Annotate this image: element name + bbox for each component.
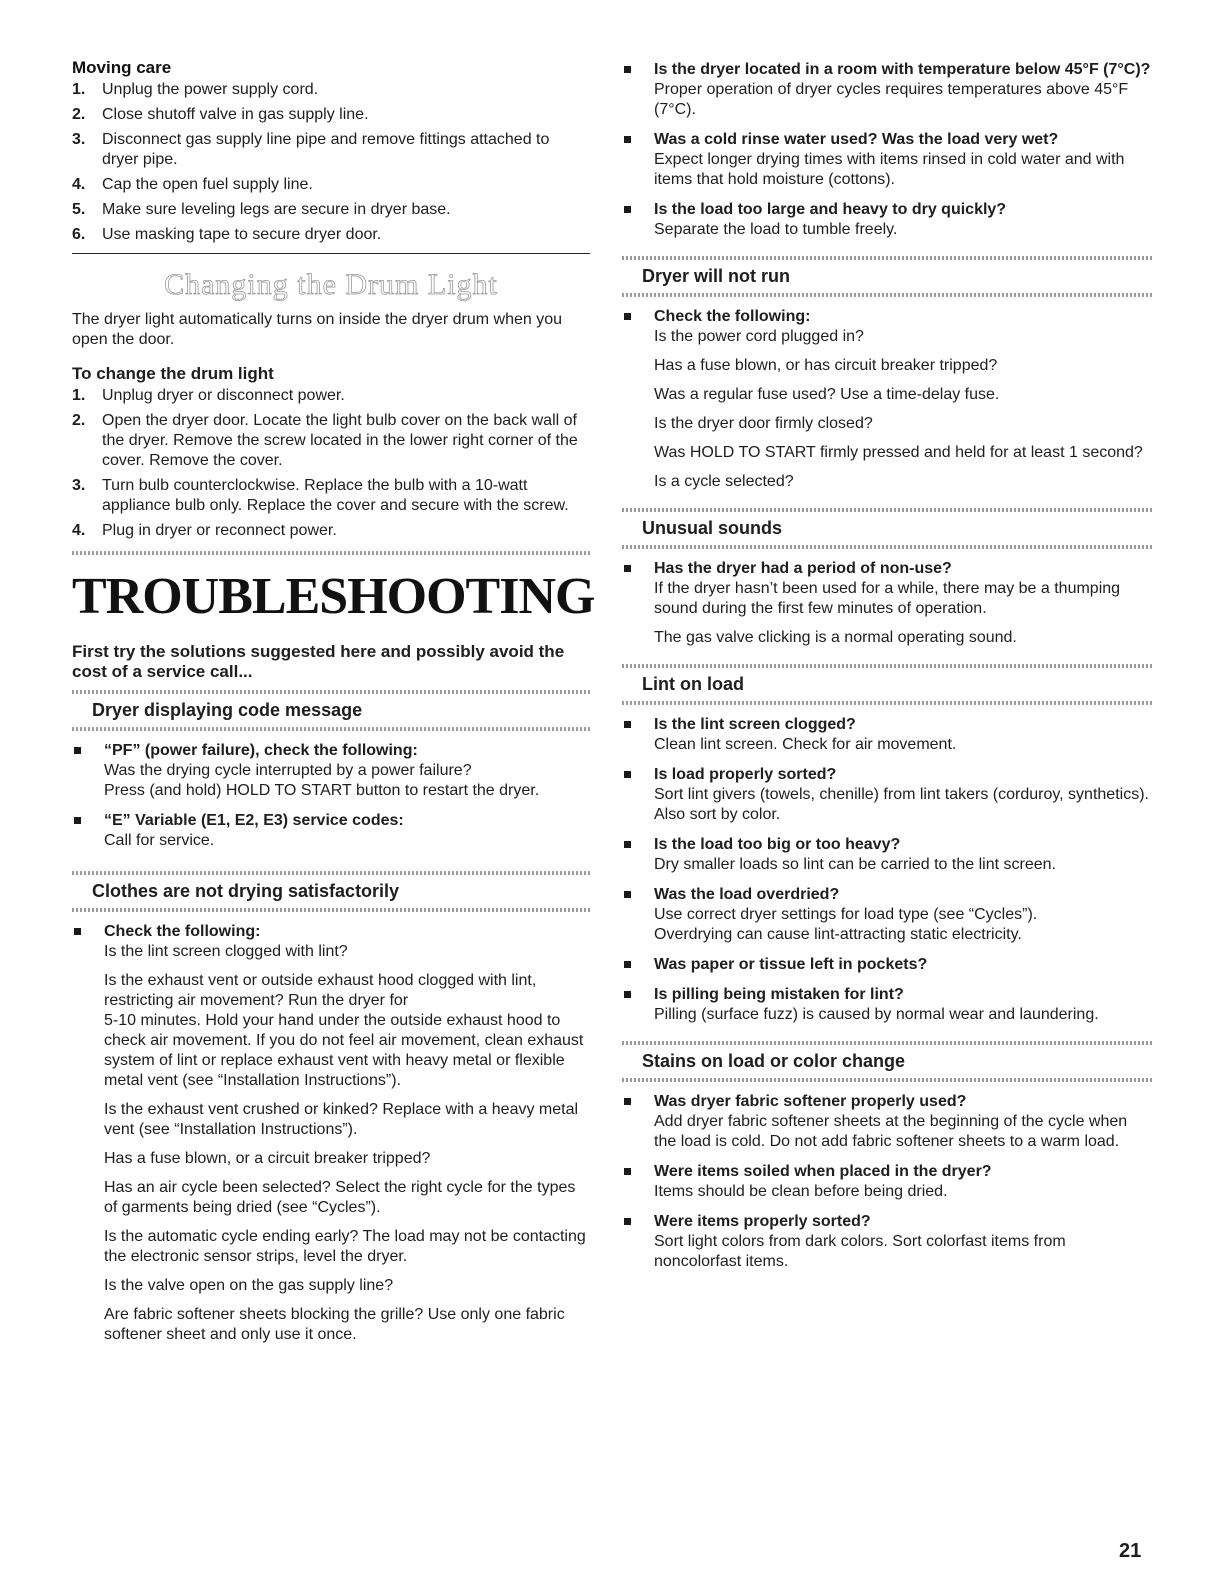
drum-light-intro: The dryer light automatically turns on inside the dryer drum when you open the door. bbox=[72, 311, 563, 348]
troubleshooting-item bbox=[622, 885, 1152, 945]
troubleshooting-intro: First try the solutions suggested here and possibly avoid the cost of a service call... bbox=[72, 642, 565, 681]
bullet-icon bbox=[74, 747, 81, 754]
step-text: Plug in dryer or reconnect power. bbox=[102, 522, 337, 539]
step-number: 3. bbox=[72, 477, 86, 494]
question: Is the lint screen clogged? bbox=[654, 716, 856, 733]
step-text: Turn bulb counterclockwise. Replace the bulb with a 10-watt appliance bulb only. Replace the cover and secure with the screw. bbox=[102, 477, 569, 514]
answer: Sort lint givers (towels, chenille) from lint takers (corduroy, synthetics). Also sort by color. bbox=[654, 786, 1149, 823]
step-text: Close shutoff valve in gas supply line. bbox=[102, 106, 369, 123]
step-text: Unplug dryer or disconnect power. bbox=[102, 387, 345, 404]
step-number: 2. bbox=[72, 412, 86, 429]
section-unusual-sounds bbox=[622, 508, 1152, 648]
bullet-icon bbox=[624, 771, 631, 778]
step-number: 1. bbox=[72, 81, 86, 98]
bullet-icon bbox=[624, 841, 631, 848]
troubleshooting-item bbox=[622, 1212, 1152, 1272]
bullet-icon bbox=[624, 206, 631, 213]
bullet-icon bbox=[624, 313, 631, 320]
step-item bbox=[72, 175, 590, 195]
troubleshooting-item bbox=[72, 922, 590, 1345]
step-number: 6. bbox=[72, 226, 86, 243]
answer: Pilling (surface fuzz) is caused by normal wear and laundering. bbox=[654, 1006, 1099, 1023]
moving-care-section bbox=[72, 58, 590, 245]
step-item bbox=[72, 105, 590, 125]
step-item bbox=[72, 225, 590, 245]
question: Has the dryer had a period of non-use? bbox=[654, 560, 952, 577]
answer: If the dryer hasn’t been used for a while, there may be a thumping sound during the first few minutes of operation. bbox=[654, 580, 1121, 617]
moving-care-heading: Moving care bbox=[72, 58, 172, 77]
bullet-icon bbox=[624, 721, 631, 728]
step-item bbox=[72, 80, 590, 100]
section-top-right bbox=[622, 60, 1152, 240]
troubleshooting-title: TROUBLESHOOTING bbox=[72, 568, 595, 625]
question: Were items soiled when placed in the dryer? bbox=[654, 1163, 992, 1180]
answer: Is the power cord plugged in? bbox=[654, 328, 864, 345]
answer: Proper operation of dryer cycles requires temperatures above 45°F (7°C). bbox=[654, 81, 1129, 118]
step-number: 5. bbox=[72, 201, 86, 218]
step-number: 3. bbox=[72, 131, 86, 148]
bullet-icon bbox=[74, 817, 81, 824]
answer: Expect longer drying times with items rinsed in cold water and with items that hold moisture (cottons). bbox=[654, 151, 1125, 188]
troubleshooting-item bbox=[622, 200, 1152, 240]
dotted-divider bbox=[72, 551, 590, 555]
answer: Has an air cycle been selected? Select the right cycle for the types of garments being dried (see “Cycles”). bbox=[104, 1179, 576, 1216]
step-number: 4. bbox=[72, 176, 86, 193]
bullet-icon bbox=[624, 1098, 631, 1105]
page-number: 21 bbox=[1119, 1540, 1142, 1562]
answer: Sort light colors from dark colors. Sort colorfast items from noncolorfast items. bbox=[654, 1233, 1066, 1270]
troubleshooting-item bbox=[622, 1092, 1152, 1152]
answer: Is the exhaust vent or outside exhaust hood clogged with lint, restricting air movement? Run the dryer for 5-10 minutes. Hold your hand under the outside exhaust hood to check air movement. If you do not feel air movement, clean exhaust system of lint or replace exhaust vent with heavy metal or flexible metal vent (see “Installation Instructions”). bbox=[104, 972, 584, 1089]
troubleshooting-item bbox=[622, 985, 1152, 1025]
step-text: Cap the open fuel supply line. bbox=[102, 176, 313, 193]
drum-light-subheading: To change the drum light bbox=[72, 364, 274, 383]
step-item bbox=[72, 476, 590, 516]
question: Check the following: bbox=[654, 308, 811, 325]
section-heading: Lint on load bbox=[642, 674, 744, 694]
question: Was the load overdried? bbox=[654, 886, 840, 903]
section-heading: Dryer displaying code message bbox=[92, 700, 363, 720]
answer: Is the lint screen clogged with lint? bbox=[104, 943, 348, 960]
section-heading: Dryer will not run bbox=[642, 266, 791, 286]
answer: Has a fuse blown, or has circuit breaker tripped? bbox=[654, 357, 998, 374]
divider bbox=[72, 253, 590, 254]
dotted-rule bbox=[622, 701, 1152, 705]
question: Were items properly sorted? bbox=[654, 1213, 871, 1230]
step-item bbox=[72, 521, 590, 541]
step-text: Make sure leveling legs are secure in dryer base. bbox=[102, 201, 451, 218]
question: “E” Variable (E1, E2, E3) service codes: bbox=[104, 812, 404, 829]
section-heading: Stains on load or color change bbox=[642, 1051, 906, 1071]
dotted-rule bbox=[622, 545, 1152, 549]
bullet-icon bbox=[624, 961, 631, 968]
answer: Is the exhaust vent crushed or kinked? Replace with a heavy metal vent (see “Installation Instructions”). bbox=[104, 1101, 579, 1138]
section-will-not-run bbox=[622, 256, 1152, 492]
bullet-icon bbox=[624, 136, 631, 143]
troubleshooting-item bbox=[622, 60, 1152, 120]
answer: Add dryer fabric softener sheets at the beginning of the cycle when the load is cold. Do not add fabric softener sheets to a warm load. bbox=[654, 1113, 1128, 1150]
dotted-rule bbox=[622, 293, 1152, 297]
section-stains bbox=[622, 1041, 1152, 1272]
step-number: 2. bbox=[72, 106, 86, 123]
bullet-icon bbox=[74, 928, 81, 935]
bullet-icon bbox=[624, 565, 631, 572]
question: “PF” (power failure), check the following: bbox=[104, 742, 418, 759]
section-code-message bbox=[72, 690, 590, 851]
step-text: Use masking tape to secure dryer door. bbox=[102, 226, 382, 243]
troubleshooting-item bbox=[622, 307, 1152, 492]
step-item bbox=[72, 130, 590, 170]
answer: Was HOLD TO START firmly pressed and held for at least 1 second? bbox=[654, 444, 1143, 461]
question: Is pilling being mistaken for lint? bbox=[654, 986, 904, 1003]
step-text: Unplug the power supply cord. bbox=[102, 81, 319, 98]
answer: Is a cycle selected? bbox=[654, 473, 794, 490]
step-item bbox=[72, 386, 590, 406]
section-heading: Clothes are not drying satisfactorily bbox=[92, 881, 400, 901]
step-text: Disconnect gas supply line pipe and remove fittings attached to dryer pipe. bbox=[102, 131, 550, 168]
question: Is load properly sorted? bbox=[654, 766, 837, 783]
troubleshooting-item bbox=[72, 811, 590, 851]
question: Is the dryer located in a room with temperature below 45°F (7°C)? bbox=[654, 61, 1151, 78]
answer: Dry smaller loads so lint can be carried to the lint screen. bbox=[654, 856, 1056, 873]
question: Was paper or tissue left in pockets? bbox=[654, 956, 928, 973]
answer: Is the automatic cycle ending early? The load may not be contacting the electronic sensor strips, level the dryer. bbox=[104, 1228, 586, 1265]
troubleshooting-item bbox=[622, 715, 1152, 755]
dotted-rule bbox=[72, 727, 590, 731]
troubleshooting-item bbox=[622, 955, 1152, 975]
answer: Call for service. bbox=[104, 832, 215, 849]
bullet-icon bbox=[624, 1168, 631, 1175]
troubleshooting-item bbox=[622, 835, 1152, 875]
answer: Separate the load to tumble freely. bbox=[654, 221, 898, 238]
answer: Items should be clean before being dried. bbox=[654, 1183, 948, 1200]
drum-light-title: Changing the Drum Light bbox=[164, 268, 498, 301]
drum-light-steps bbox=[72, 386, 590, 541]
troubleshooting-item bbox=[622, 1162, 1152, 1202]
troubleshooting-item bbox=[622, 765, 1152, 825]
answer: Clean lint screen. Check for air movement. bbox=[654, 736, 957, 753]
section-lint-on-load bbox=[622, 664, 1152, 1025]
bullet-icon bbox=[624, 1218, 631, 1225]
bullet-icon bbox=[624, 66, 631, 73]
troubleshooting-item bbox=[622, 130, 1152, 190]
bullet-icon bbox=[624, 891, 631, 898]
answer: Are fabric softener sheets blocking the grille? Use only one fabric softener sheet and only use it once. bbox=[104, 1306, 565, 1343]
moving-care-steps bbox=[72, 80, 590, 245]
question: Is the load too big or too heavy? bbox=[654, 836, 901, 853]
question: Was dryer fabric softener properly used? bbox=[654, 1093, 967, 1110]
answer: Is the valve open on the gas supply line? bbox=[104, 1277, 394, 1294]
answer: Is the dryer door firmly closed? bbox=[654, 415, 873, 432]
question: Was a cold rinse water used? Was the load very wet? bbox=[654, 131, 1059, 148]
step-text: Open the dryer door. Locate the light bulb cover on the back wall of the dryer. Remove the screw located in the lower right corner of the cover. Remove the cover. bbox=[102, 412, 578, 469]
dotted-rule bbox=[72, 908, 590, 912]
section-heading: Unusual sounds bbox=[642, 518, 783, 538]
question: Is the load too large and heavy to dry quickly? bbox=[654, 201, 1007, 218]
left-column bbox=[72, 58, 595, 1345]
answer: Use correct dryer settings for load type (see “Cycles”). Overdrying can cause lint-attracting static electricity. bbox=[654, 906, 1038, 943]
step-number: 4. bbox=[72, 522, 86, 539]
troubleshooting-item bbox=[622, 559, 1152, 648]
answer: The gas valve clicking is a normal operating sound. bbox=[654, 629, 1017, 646]
dotted-rule bbox=[622, 1078, 1152, 1082]
right-column bbox=[622, 58, 1152, 1272]
step-item bbox=[72, 411, 590, 471]
section-not-drying bbox=[72, 871, 590, 1345]
question: Check the following: bbox=[104, 923, 261, 940]
answer: Was the drying cycle interrupted by a power failure? Press (and hold) HOLD TO START button to restart the dryer. bbox=[104, 762, 540, 799]
answer: Was a regular fuse used? Use a time-delay fuse. bbox=[654, 386, 1000, 403]
answer: Has a fuse blown, or a circuit breaker tripped? bbox=[104, 1150, 431, 1167]
step-number: 1. bbox=[72, 387, 86, 404]
troubleshooting-item bbox=[72, 741, 590, 801]
step-item bbox=[72, 200, 590, 220]
bullet-icon bbox=[624, 991, 631, 998]
